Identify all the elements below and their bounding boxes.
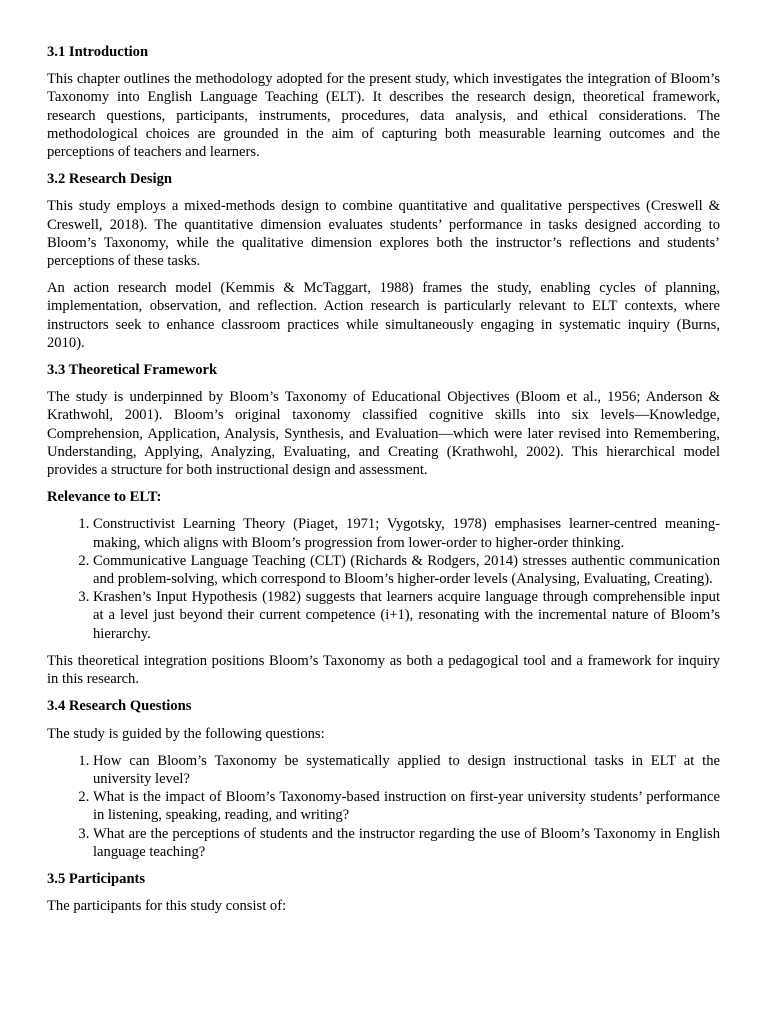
document-page [47,43,720,924]
research-design-paragraph-1: This study employs a mixed-methods design to combine quantitative and qualitative perspectives (Creswell & Creswell, 2018). The quantitative dimension evaluates students’ performance in tasks designed according to Bloom’s Taxonomy, while the qualitative dimension explores both the instructor’s reflections and students’ perceptions of these tasks. [47,198,720,270]
research-questions-intro: The study is guided by the following questions: [47,725,325,742]
section-heading-introduction: 3.1 Introduction [47,44,149,60]
relevance-label: Relevance to ELT: [47,489,162,506]
research-design-paragraph-2: An action research model (Kemmis & McTaggart, 1988) frames the study, enabling cycles of planning, implementation, observation, and reflection. Action research is particularly relevant to ELT contexts, where instructors seek to enhance classroom practices while simultaneously engaging in systematic inquiry (Burns, 2010). [47,280,720,351]
theoretical-framework-paragraph: The study is underpinned by Bloom’s Taxonomy of Educational Objectives (Bloom et al., 1956; Anderson & Krathwohl, 2001). Bloom’s original taxonomy classified cognitive skills into six levels—Knowledge, Comprehension, Application, Analysis, Synthesis, and Evaluation—which were later revised into Remembering, Understanding, Applying, Analyzing, Evaluating, and Creating (Krathwohl, 2002). This hierarchical model provides a structure for both instructional design and assessment. [47,389,720,479]
section-heading-theoretical-framework: 3.3 Theoretical Framework [47,362,218,379]
list-item: 3. Krashen’s Input Hypothesis (1982) suggests that learners acquire language through comprehensible input at a level just beyond their current competence (i+1), resonating with the incremental nature of Bloom’s hierarchy. [93,588,720,643]
list-item: 3. What are the perceptions of students and the instructor regarding the use of Bloom’s Taxonomy in English language teaching? [93,825,720,861]
list-item: 1. How can Bloom’s Taxonomy be systematically applied to design instructional tasks in ELT at the university level? [93,752,720,788]
participants-intro: The participants for this study consist of: [47,898,287,915]
theoretical-framework-closing: This theoretical integration positions Bloom’s Taxonomy as both a pedagogical tool and a framework for inquiry in this research. [47,652,720,688]
list-item: 2. What is the impact of Bloom’s Taxonomy-based instruction on first-year university students’ performance in listening, speaking, reading, and writing? [93,788,720,824]
list-item: 1. Constructivist Learning Theory (Piaget, 1971; Vygotsky, 1978) emphasises learner-centred meaning-making, which aligns with Bloom’s progression from lower-order to higher-order thinking. [93,515,720,551]
research-questions-list [47,752,720,861]
introduction-paragraph: This chapter outlines the methodology adopted for the present study, which investigates the integration of Bloom’s Taxonomy into English Language Teaching (ELT). It describes the research design, theoretical framework, research questions, participants, instruments, procedures, data analysis, and ethical considerations. The methodological choices are grounded in the aim of capturing both measurable learning outcomes and the perceptions of teachers and learners. [47,71,720,161]
section-heading-research-design: 3.2 Research Design [47,171,172,188]
list-item: 2. Communicative Language Teaching (CLT) (Richards & Rodgers, 2014) stresses authentic communication and problem-solving, which correspond to Bloom’s higher-order levels (Analysing, Evaluating, Creating). [93,552,720,588]
section-heading-participants: 3.5 Participants [47,870,146,887]
section-heading-research-questions: 3.4 Research Questions [47,698,192,715]
relevance-list [47,515,720,642]
